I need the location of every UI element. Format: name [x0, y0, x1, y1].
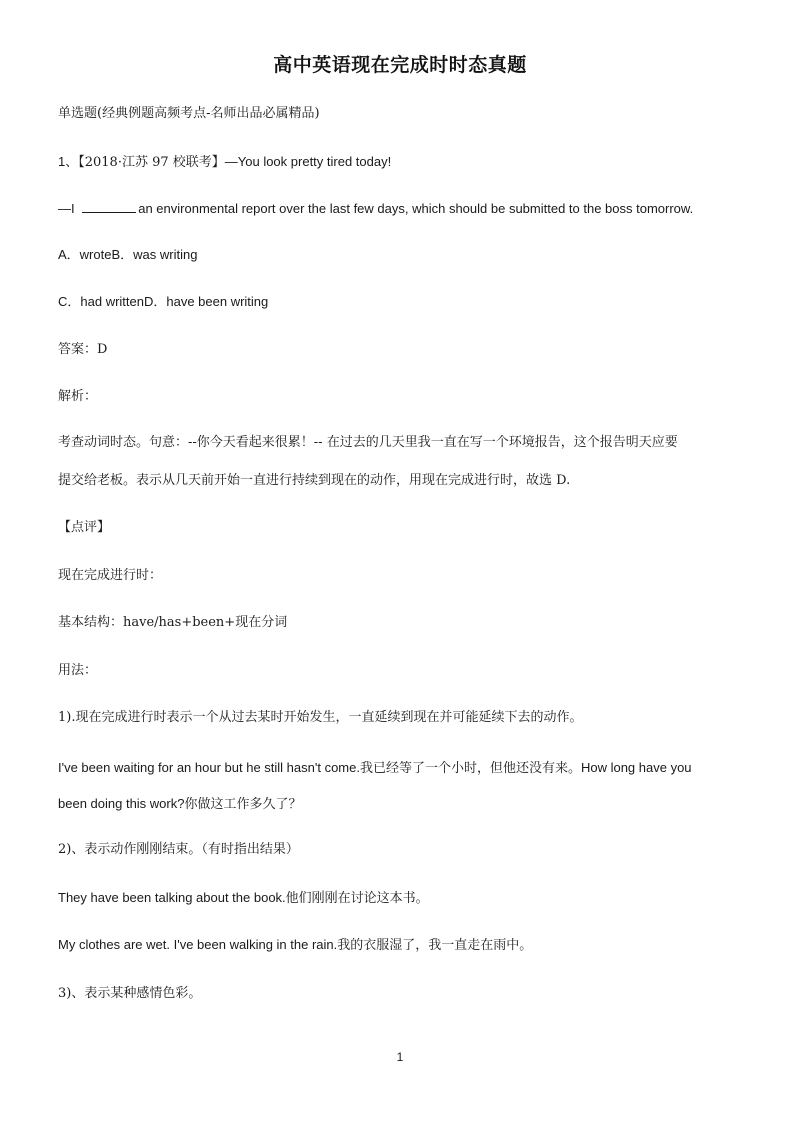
question-number: 1、	[58, 154, 79, 169]
usage-3: 3)、表示某种感情色彩。	[58, 986, 202, 1001]
response-prefix: —I	[58, 201, 79, 216]
analysis-label: 解析：	[58, 389, 98, 404]
comment-label: 【点评】	[58, 520, 111, 535]
tense-heading: 现在完成进行时：	[58, 568, 163, 583]
question-header	[58, 152, 391, 173]
page-title: 高中英语现在完成时时态真题	[273, 54, 527, 76]
question-prompt: —You look pretty tired today!	[224, 154, 392, 169]
options-line-1: A．wroteB．was writing	[58, 247, 198, 262]
example-1b: been doing this work?你做这工作多久了？	[58, 796, 302, 811]
analysis-line-2: 提交给老板。表示从几天前开始一直进行持续到现在的动作，用现在完成进行时，故选 D.	[58, 473, 571, 488]
question-source: 【2018·江苏 97 校联考】	[78, 155, 225, 170]
usage-1: 1).现在完成进行时表示一个从过去某时开始发生，一直延续到现在并可能延续下去的动作。	[58, 710, 583, 725]
usage-label: 用法：	[58, 663, 98, 678]
response-suffix: an environmental report over the last few days, which should be submitted to the boss tomorrow.	[138, 201, 694, 216]
page-number: 1	[396, 1050, 404, 1064]
answer-blank	[82, 200, 136, 213]
analysis-line-1: 考查动词时态。句意：--你今天看起来很累！-- 在过去的几天里我一直在写一个环境报告，这个报告明天应要	[58, 435, 678, 450]
example-2b: My clothes are wet. I've been walking in the rain.我的衣服湿了，我一直走在雨中。	[58, 937, 533, 952]
usage-2: 2)、表示动作刚刚结束。（有时指出结果）	[58, 842, 299, 857]
answer-label: 答案：D	[58, 342, 108, 357]
section-label: 单选题(经典例题高频考点-名师出品必属精品)	[58, 106, 320, 121]
options-line-2: C．had writtenD．have been writing	[58, 294, 269, 309]
structure-line: 基本结构：have/has+been+现在分词	[58, 615, 288, 630]
question-response	[58, 199, 693, 219]
example-1a: I've been waiting for an hour but he still hasn't come.我已经等了一个小时，但他还没有来。How long have you	[58, 760, 692, 775]
example-2a: They have been talking about the book.他们刚刚在讨论这本书。	[58, 890, 429, 905]
